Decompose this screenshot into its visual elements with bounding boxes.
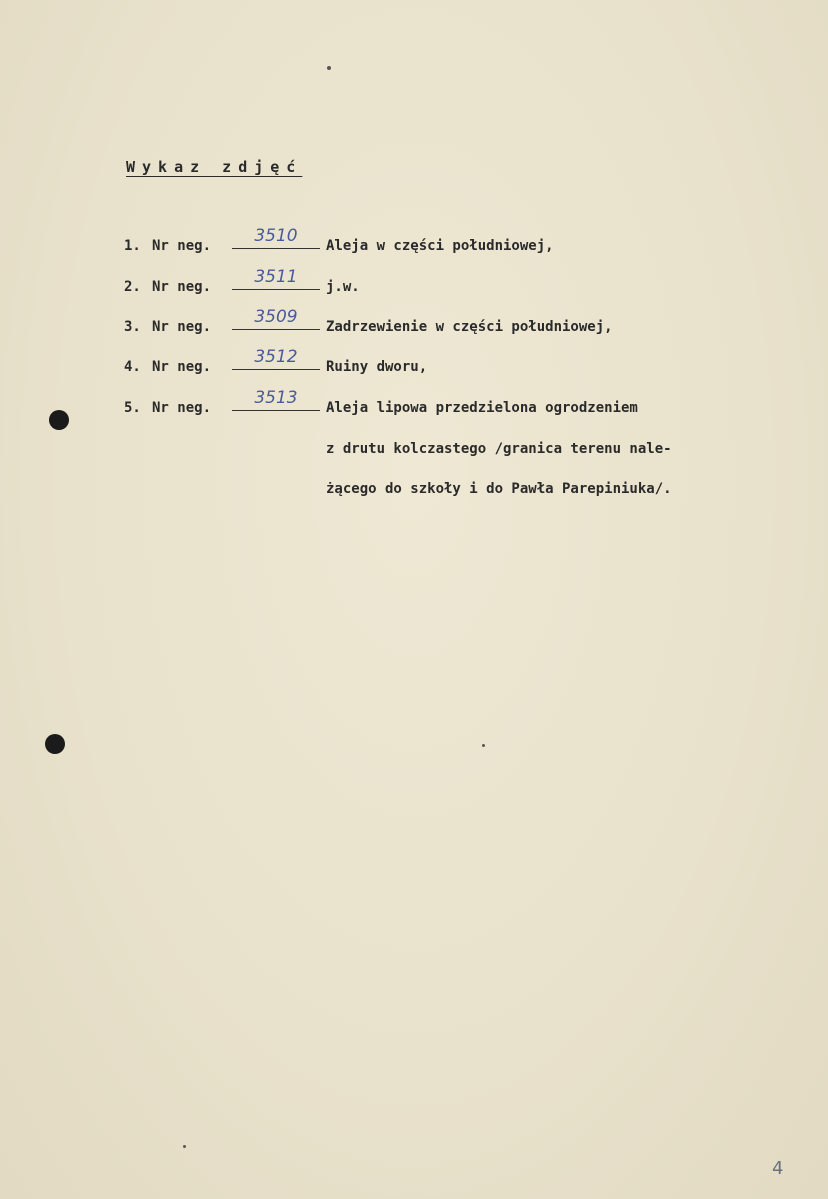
negative-number-field [232,226,320,249]
description-continuation: żącego do szkoły i do Pawła Parepiniuka/. [326,481,672,497]
list-item [124,267,360,295]
page-number: 4 [772,1158,784,1179]
negative-number: 3511 [254,267,298,287]
entry-label: Nr neg. [152,400,212,416]
speck-mark [327,66,331,70]
entry-number: 5. [124,400,141,416]
list-item [124,388,638,416]
entry-label: Nr neg. [152,319,212,335]
document-title: Wykaz zdjęć [126,158,303,176]
entry-number: 2. [124,279,141,295]
description-continuation: z drutu kolczastego /granica terenu nale- [326,441,672,457]
entry-description: Aleja lipowa przedzielona ogrodzeniem [326,400,638,416]
punch-hole [45,734,65,754]
entry-description: Zadrzewienie w części południowej, [326,319,613,335]
punch-hole [49,410,69,430]
entry-description: j.w. [326,279,360,295]
entry-label: Nr neg. [152,238,212,254]
negative-number-field [232,307,320,330]
list-item [124,226,554,254]
negative-number: 3510 [254,226,298,246]
list-item [124,307,613,335]
negative-number: 3512 [254,347,298,367]
entry-label: Nr neg. [152,359,212,375]
entry-number: 1. [124,238,141,254]
speck-mark [183,1145,186,1148]
entry-description: Ruiny dworu, [326,359,428,375]
list-item [124,347,428,375]
entry-number: 4. [124,359,141,375]
speck-mark [482,744,485,747]
negative-number-field [232,267,320,290]
entry-number: 3. [124,319,141,335]
entry-label: Nr neg. [152,279,212,295]
negative-number: 3513 [254,388,298,408]
negative-number-field [232,347,320,370]
negative-number-field [232,388,320,411]
entry-description: Aleja w części południowej, [326,238,554,254]
negative-number: 3509 [254,307,298,327]
